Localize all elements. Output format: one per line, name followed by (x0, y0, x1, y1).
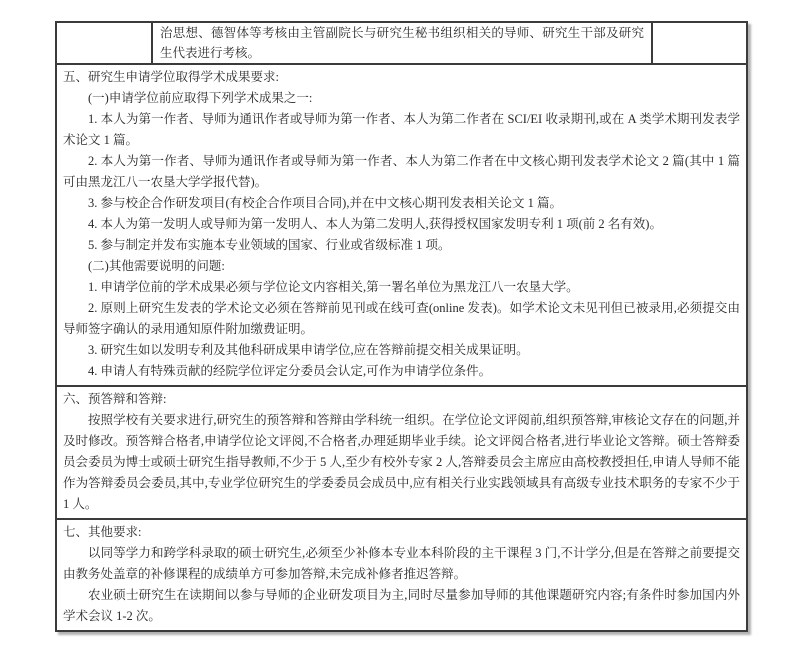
section-six-heading: 六、预答辩和答辩: (63, 392, 167, 406)
section-five-clause: 3. 参与校企合作研发项目(有校企合作项目合同),并在中文核心期刊发表相关论文 1 篇。 (88, 196, 562, 210)
section-five-clause: (一)申请学位前应取得下列学术成果之一: (88, 91, 313, 105)
section-five-clause: 4. 申请人有特殊贡献的经院学位评定分委员会认定,可作为申请学位条件。 (88, 364, 492, 378)
section-five-clause: 1. 申请学位前的学术成果必须与学位论文内容相关,第一署名单位为黑龙江八一农垦大学。 (88, 280, 579, 294)
section-six (57, 387, 746, 520)
section-five-clause: 4. 本人为第一发明人或导师为第一发明人、本人为第二发明人,获得授权国家发明专利 1 项(前 2 名有效)。 (88, 217, 662, 231)
carryover-left-cell (57, 23, 151, 63)
section-five (57, 65, 746, 387)
section-five-clause: (二)其他需要说明的问题: (88, 259, 225, 273)
section-five-clause: 5. 参与制定并发布实施本专业领域的国家、行业或省级标准 1 项。 (88, 238, 451, 252)
section-five-clause: 2. 原则上研究生发表的学术论文必须在答辩前见刊或在线可查(online 发表)。如学术论文未见刊但已被录用,必须提交由导师签字确认的录用通知原件附加缴费证明。 (63, 301, 740, 336)
section-seven-clause: 农业硕士研究生在读期间以参与导师的企业研发项目为主,同时尽量参加导师的其他课题研究内容;有条件时参加国内外学术会议 1-2 次。 (63, 588, 740, 623)
section-five-clause: 1. 本人为第一作者、导师为通讯作者或导师为第一作者、本人为第二作者在 SCI/EI 收录期刊,或在 A 类学术期刊发表学术论文 1 篇。 (63, 112, 740, 147)
section-five-heading: 五、研究生申请学位取得学术成果要求: (63, 70, 279, 84)
section-six-clause: 按照学校有关要求进行,研究生的预答辩和答辩由学科统一组织。在学位论文评阅前,组织预答辩,审核论文存在的问题,并及时修改。预答辩合格者,申请学位论文评阅,不合格者,办理延期毕业手续。论文评阅合格者,进行毕业论文答辩。硕士答辩委员会委员为博士或硕士研究生指导教师,不少于 5 人,至少有校外专家 2 人,答辩委员会主席应由高校教授担任,申请人导师不能作为答辩委员会委员,其中,专业学位研究生的学委委员会成员中,应有相关行业实践领域具有高级专业技术职务的专家不少于 1 人。 (63, 413, 740, 511)
carryover-text: 治思想、德智体等考核由主管副院长与研究生秘书组织相关的导师、研究生干部及研究生代表进行考核。 (151, 23, 653, 63)
section-seven-heading: 七、其他要求: (63, 525, 142, 539)
section-five-clause: 2. 本人为第一作者、导师为通讯作者或导师为第一作者、本人为第二作者在中文核心期刊发表学术论文 2 篇(其中 1 篇可由黑龙江八一农垦大学学报代替)。 (63, 154, 740, 189)
section-seven-clause: 以同等学力和跨学科录取的硕士研究生,必须至少补修本专业本科阶段的主干课程 3 门,不计学分,但是在答辩之前要提交由教务处盖章的补修课程的成绩单方可参加答辩,未完成补修者推迟答辩。 (63, 546, 740, 581)
carryover-row (57, 23, 746, 65)
section-seven (57, 520, 746, 630)
regulation-table (55, 21, 748, 632)
carryover-right-cell (653, 23, 746, 63)
section-five-clause: 3. 研究生如以发明专利及其他科研成果申请学位,应在答辩前提交相关成果证明。 (88, 343, 529, 357)
